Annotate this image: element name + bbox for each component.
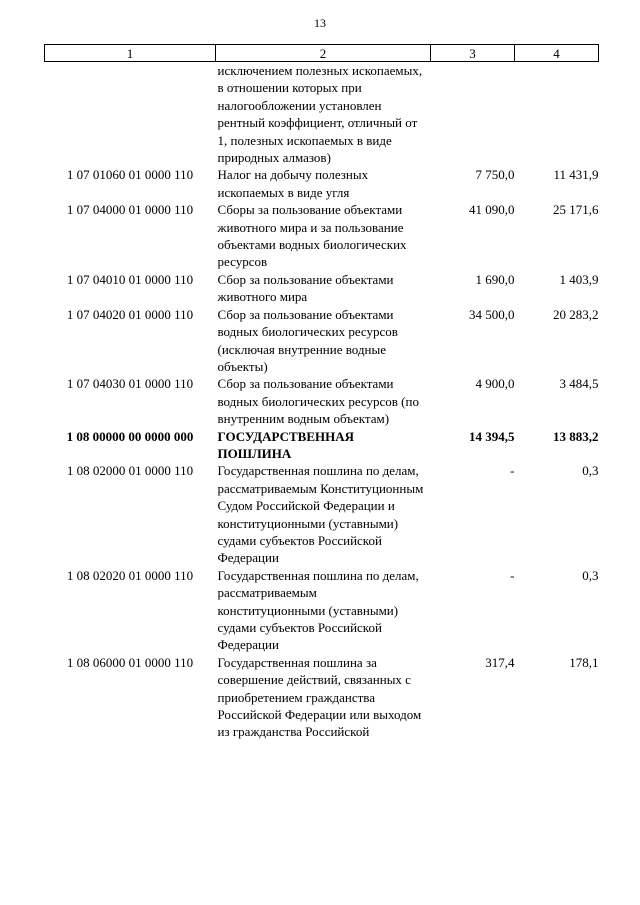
item-name: Сбор за пользование объектами животного мира	[217, 271, 394, 305]
value-column-4: 13 883,2	[553, 428, 599, 444]
classification-code: 1 07 04010 01 0000 110	[66, 271, 194, 287]
value-column-4: 0,3	[582, 567, 599, 583]
column-header-1: 1	[45, 45, 216, 62]
table-row	[45, 462, 599, 566]
item-name: Государственная пошлина за совершение действий, связанных с приобретением гражданства Российской Федерации или выходом из гражданства Российской	[217, 654, 422, 740]
classification-code: 1 07 04020 01 0000 110	[66, 306, 194, 322]
table-row	[45, 375, 599, 427]
budget-table	[44, 44, 599, 741]
classification-code: 1 08 02000 01 0000 110	[66, 463, 194, 479]
classification-code: 1 08 06000 01 0000 110	[66, 654, 194, 670]
item-name: Сборы за пользование объектами животного мира и за пользование объектами водных биологических ресурсов	[217, 202, 407, 270]
item-name: ГОСУДАРСТВЕННАЯ ПОШЛИНА	[217, 428, 354, 461]
classification-code: 1 07 04030 01 0000 110	[66, 376, 194, 392]
value-column-3: 7 750,0	[475, 167, 515, 183]
classification-code: 1 08 02020 01 0000 110	[66, 567, 194, 583]
item-name: Сбор за пользование объектами водных биологических ресурсов (исключая внутренние водные объекты)	[217, 306, 398, 374]
item-name: Государственная пошлина по делам, рассматриваемым конституционными (уставными) судами субъектов Российской Федерации	[217, 567, 419, 653]
column-header-3: 3	[431, 45, 515, 62]
value-column-4: 25 171,6	[553, 202, 599, 218]
value-column-3: 34 500,0	[469, 306, 515, 322]
value-column-4: 0,3	[582, 463, 599, 479]
table-row	[45, 306, 599, 376]
value-column-3: 317,4	[485, 654, 515, 670]
column-header-2: 2	[216, 45, 431, 62]
table-row	[45, 654, 599, 741]
item-name: Государственная пошлина по делам, рассматриваемым Конституционным Судом Российской Федерации и конституционными (уставными) судами субъектов Российской Федерации	[217, 463, 424, 566]
table-header-row	[45, 45, 599, 62]
classification-code: 1 08 00000 00 0000 000	[66, 428, 194, 444]
value-column-3: 4 900,0	[475, 376, 515, 392]
value-column-3: -	[510, 463, 515, 479]
page-number: 13	[314, 16, 326, 30]
item-name: Налог на добычу полезных ископаемых в виде угля	[217, 167, 369, 200]
value-column-3: 1 690,0	[475, 271, 515, 287]
value-column-4	[515, 62, 599, 167]
table-row	[45, 567, 599, 654]
table-row	[45, 62, 599, 167]
classification-code: 1 07 01060 01 0000 110	[66, 167, 194, 183]
value-column-4: 20 283,2	[553, 306, 599, 322]
item-name: исключением полезных ископаемых, в отношении которых при налогообложении установлен рентный коэффициент, отличный от 1, полезных ископаемых в виде природных алмазов)	[217, 63, 423, 166]
table-row	[45, 166, 599, 201]
value-column-3: 14 394,5	[469, 428, 515, 444]
classification-code: 1 07 04000 01 0000 110	[66, 202, 194, 218]
table-row	[45, 271, 599, 306]
value-column-4: 3 484,5	[559, 376, 599, 392]
table-row-section-total	[45, 428, 599, 463]
column-header-4: 4	[515, 45, 599, 62]
value-column-4: 1 403,9	[559, 271, 599, 287]
classification-code	[45, 62, 216, 167]
value-column-4: 178,1	[569, 654, 599, 670]
value-column-3: 41 090,0	[469, 202, 515, 218]
value-column-3	[431, 62, 515, 167]
value-column-3: -	[510, 567, 515, 583]
table-row	[45, 201, 599, 271]
table-body	[45, 62, 599, 741]
item-name: Сбор за пользование объектами водных биологических ресурсов (по внутренним водным объектам)	[217, 376, 419, 427]
value-column-4: 11 431,9	[553, 167, 599, 183]
